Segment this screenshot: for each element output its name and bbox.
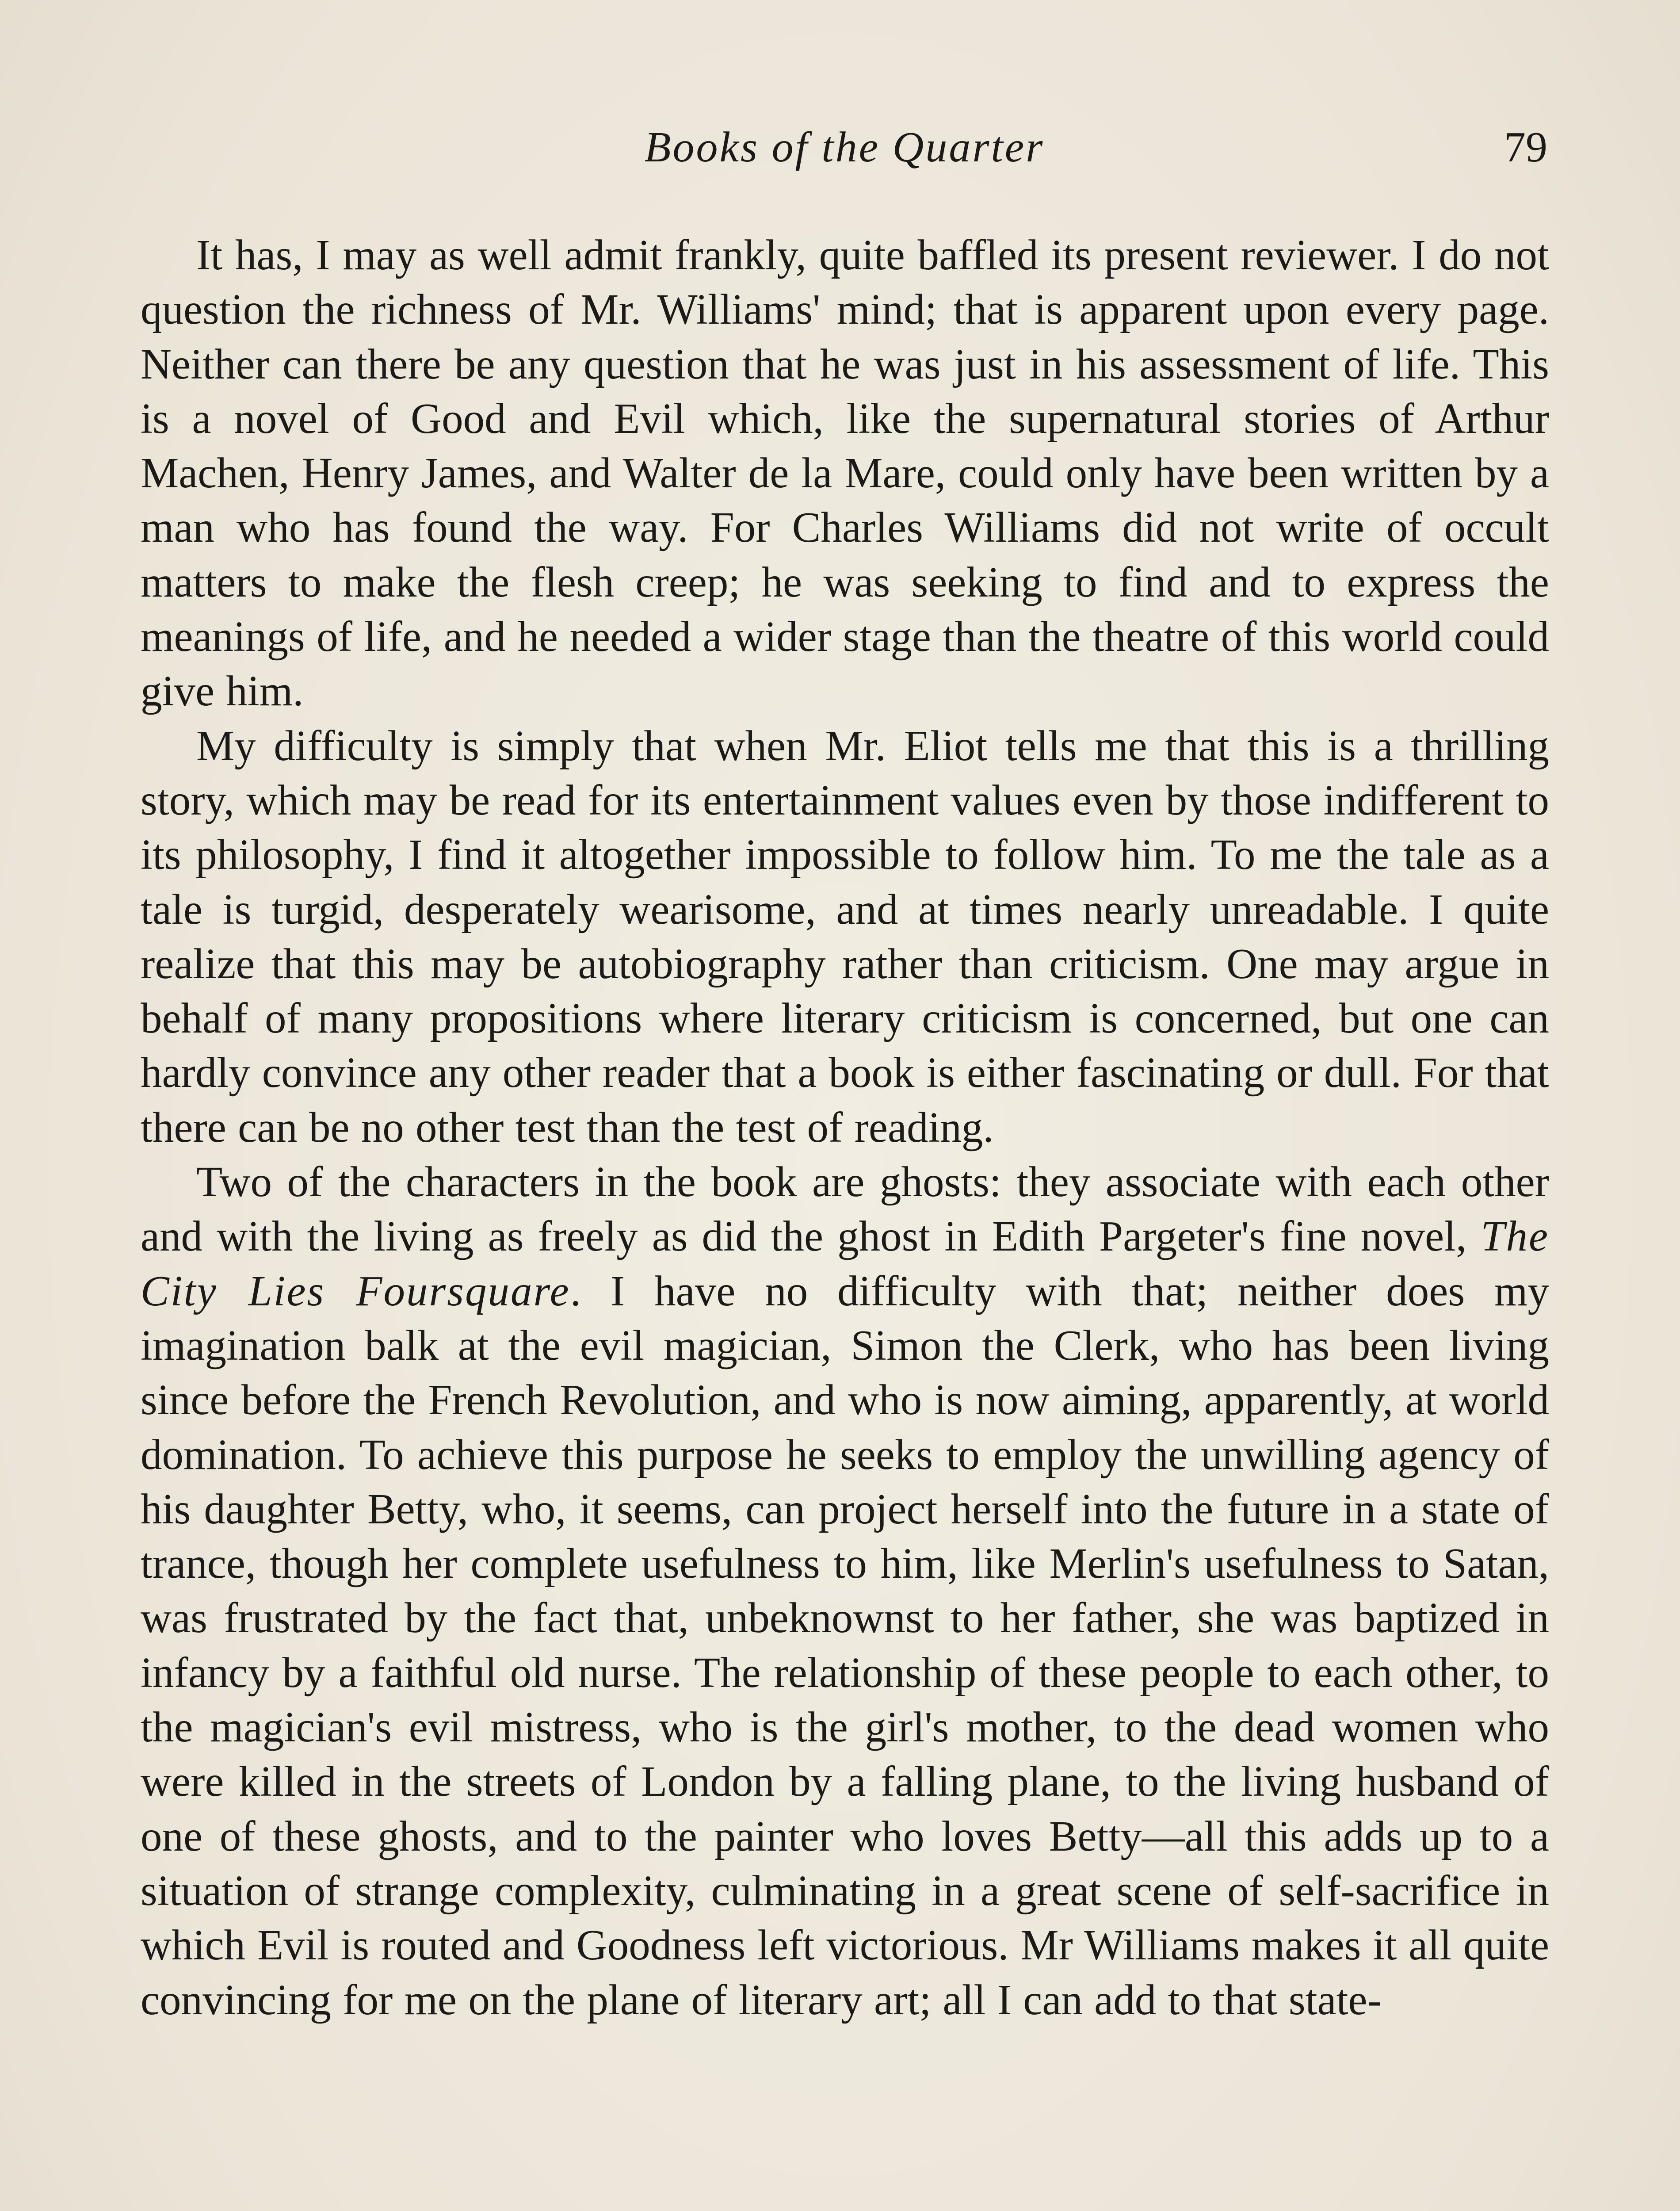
paragraph-2: My difficulty is simply that when Mr. Eliot tells me that this is a thrilling story, which may be read for its entertainment values even by those indifferent to its philosophy, I find it altogether impossible to follow him. To me the tale as a tale is turgid, desperately wearisome, and at times nearly unreadable. I quite realize that this may be autobiography rather than criticism. One may argue in behalf of many propositions where literary criticism is concerned, but one can hardly convince any other reader that a book is either fascinating or dull. For that there can be no other test than the test of reading. (141, 722, 1549, 1151)
paragraph-1: It has, I may as well admit frankly, quite baffled its present reviewer. I do not question the richness of Mr. Williams' mind; that is apparent upon every page. Neither can there be any question that he was just in his assessment of life. This is a novel of Good and Evil which, like the supernatural stories of Arthur Machen, Henry James, and Walter de la Mare, could only have been written by a man who has found the way. For Charles Williams did not write of occult matters to make the flesh creep; he was seeking to find and to express the meanings of life, and he needed a wider stage than the theatre of this world could give him. (141, 231, 1549, 715)
book-title-italic: The City Lies Foursquare (141, 1213, 1549, 1315)
paragraph-3-text-start: Two of the characters in the book are ghosts: they associate with each other and with the living as freely as did the ghost in Edith Pargeter's fine novel, (141, 1158, 1549, 1260)
body-text (141, 228, 1549, 2027)
running-header (141, 119, 1547, 176)
page-number: 79 (1504, 123, 1547, 171)
paragraph-3 (141, 1155, 1549, 2027)
running-title: Books of the Quarter (644, 123, 1045, 171)
paragraph-3-text-end: . I have no difficulty with that; neither does my imagination balk at the evil magician, Simon the Clerk, who has been living since before the French Revolution, and who is now aiming, apparently, at world domination. To achieve this purpose he seeks to employ the unwilling agency of his daughter Betty, who, it seems, can project herself into the future in a state of trance, though her complete usefulness to him, like Merlin's usefulness to Satan, was frustrated by the fact that, unbeknownst to her father, she was baptized in infancy by a faithful old nurse. The relationship of these people to each other, to the magician's evil mistress, who is the girl's mother, to the dead women who were killed in the streets of London by a falling plane, to the living husband of one of these ghosts, and to the painter who loves Betty—all this adds up to a situation of strange complexity, culminating in a great scene of self-sacrifice in which Evil is routed and Goodness left victorious. Mr Williams makes it all quite convincing for me on the plane of literary art; all I can add to that state- (141, 1267, 1549, 2024)
